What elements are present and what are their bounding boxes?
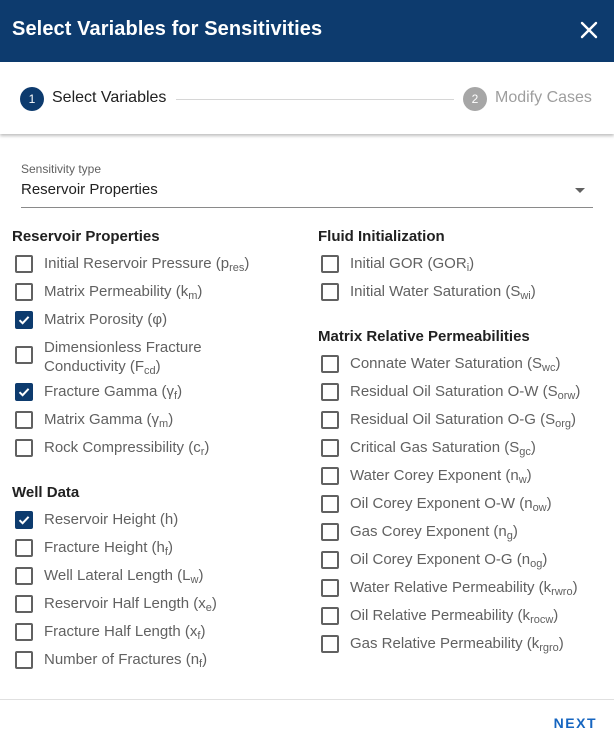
checkbox-label: Dimensionless Fracture Conductivity $(F_{cd})$: [44, 339, 202, 377]
checkbox-initial-water-saturation-swi[interactable]: [318, 278, 608, 306]
checkbox-matrix-gamma-m[interactable]: [12, 406, 302, 434]
checkbox-residual-oil-saturation-o-w-sorw[interactable]: [318, 378, 608, 406]
checkbox-label: Number of Fractures $(n_f)$: [44, 651, 208, 670]
step-1-label[interactable]: Select Variables: [52, 89, 167, 106]
checkbox-unchecked-icon[interactable]: [321, 383, 339, 401]
section-title-reservoir-properties: Reservoir Properties: [12, 228, 160, 245]
checkbox-unchecked-icon[interactable]: [321, 411, 339, 429]
checkbox-matrix-porosity[interactable]: [12, 306, 302, 334]
next-button[interactable]: NEXT: [553, 715, 597, 731]
checkbox-checked-icon[interactable]: [15, 311, 33, 329]
checkbox-unchecked-icon[interactable]: [321, 495, 339, 513]
checkbox-label: Initial Water Saturation $(S_{wi})$: [350, 283, 536, 302]
checkbox-well-lateral-length-lw[interactable]: [12, 562, 302, 590]
checkbox-label: Residual Oil Saturation O-G $(S_{org})$: [350, 411, 576, 430]
checkbox-initial-reservoir-pressure-pres[interactable]: [12, 250, 302, 278]
checkbox-label: Oil Relative Permeability $(k_{rocw})$: [350, 607, 559, 626]
checkbox-water-corey-exponent-nw[interactable]: [318, 462, 608, 490]
checkbox-unchecked-icon[interactable]: [321, 607, 339, 625]
checkbox-label: Connate Water Saturation $(S_{wc})$: [350, 355, 561, 374]
checkbox-unchecked-icon[interactable]: [321, 635, 339, 653]
section-title-well-data: Well Data: [12, 484, 80, 501]
checkbox-label: Matrix Permeability $(k_m)$: [44, 283, 203, 302]
checkbox-oil-corey-exponent-o-w-now[interactable]: [318, 490, 608, 518]
dialog-header: [0, 0, 614, 62]
checkbox-critical-gas-saturation-sgc[interactable]: [318, 434, 608, 462]
checkbox-initial-gor-gori[interactable]: [318, 250, 608, 278]
step-2-number[interactable]: 2: [463, 87, 487, 111]
checkbox-rock-compressibility-cr[interactable]: [12, 434, 302, 462]
checkbox-unchecked-icon[interactable]: [321, 551, 339, 569]
checkbox-unchecked-icon[interactable]: [15, 255, 33, 273]
checkbox-label: Rock Compressibility $(c_r)$: [44, 439, 210, 458]
checkbox-number-of-fractures-nf[interactable]: [12, 646, 302, 674]
sensitivity-type-select[interactable]: [21, 162, 593, 208]
checkbox-unchecked-icon[interactable]: [321, 283, 339, 301]
checkbox-unchecked-icon[interactable]: [15, 567, 33, 585]
close-button[interactable]: [578, 19, 600, 41]
checkbox-label: Matrix Porosity (φ): [44, 311, 168, 328]
checkbox-gas-corey-exponent-ng[interactable]: [318, 518, 608, 546]
checkbox-unchecked-icon[interactable]: [321, 579, 339, 597]
checkbox-label: Oil Corey Exponent O-W $(n_{ow})$: [350, 495, 552, 514]
checkbox-unchecked-icon[interactable]: [321, 355, 339, 373]
checkbox-reservoir-half-length-xe[interactable]: [12, 590, 302, 618]
checkbox-label: Initial Reservoir Pressure $(p_{res})$: [44, 255, 250, 274]
checkbox-label: Oil Corey Exponent O-G $(n_{og})$: [350, 551, 548, 570]
checkbox-residual-oil-saturation-o-g-sorg[interactable]: [318, 406, 608, 434]
dialog-title: Select Variables for Sensitivities: [12, 18, 323, 40]
checkbox-unchecked-icon[interactable]: [15, 623, 33, 641]
checkbox-label: Gas Relative Permeability $(k_{rgro})$: [350, 635, 564, 654]
section-title-matrix-relative-permeabilities: Matrix Relative Permeabilities: [318, 328, 530, 345]
checkbox-label: Well Lateral Length $(L_w)$: [44, 567, 204, 586]
checkbox-connate-water-saturation-swc[interactable]: [318, 350, 608, 378]
section-title-fluid-initialization: Fluid Initialization: [318, 228, 445, 245]
checkbox-oil-corey-exponent-o-g-nog[interactable]: [318, 546, 608, 574]
checkbox-label: Water Relative Permeability $(k_{rwro})$: [350, 579, 578, 598]
checkbox-unchecked-icon[interactable]: [15, 346, 33, 364]
checkbox-label: Residual Oil Saturation O-W $(S_{orw})$: [350, 383, 581, 402]
checkbox-fracture-height-hf[interactable]: [12, 534, 302, 562]
checkbox-unchecked-icon[interactable]: [321, 467, 339, 485]
checkbox-unchecked-icon[interactable]: [321, 439, 339, 457]
checkbox-label: Matrix Gamma $(\gamma_m)$: [44, 411, 174, 430]
checkbox-label: Reservoir Half Length $(x_e)$: [44, 595, 217, 614]
checkbox-unchecked-icon[interactable]: [15, 539, 33, 557]
checkbox-unchecked-icon[interactable]: [15, 439, 33, 457]
step-1-number[interactable]: 1: [20, 87, 44, 111]
checkbox-unchecked-icon[interactable]: [15, 411, 33, 429]
checkbox-label: Initial GOR $(GOR_i)$: [350, 255, 475, 274]
step-2-label[interactable]: Modify Cases: [495, 89, 592, 106]
sensitivity-type-value: Reservoir Properties: [21, 181, 158, 198]
checkbox-label: Critical Gas Saturation $(S_{gc})$: [350, 439, 536, 458]
checkbox-unchecked-icon[interactable]: [15, 283, 33, 301]
checkbox-checked-icon[interactable]: [15, 511, 33, 529]
checkbox-label: Reservoir Height (h): [44, 511, 179, 528]
checkbox-reservoir-height-h[interactable]: [12, 506, 302, 534]
dropdown-arrow-icon: [575, 188, 585, 193]
checkbox-checked-icon[interactable]: [15, 383, 33, 401]
sensitivity-type-label: Sensitivity type: [21, 162, 102, 176]
checkbox-unchecked-icon[interactable]: [15, 595, 33, 613]
close-icon: [578, 19, 600, 41]
checkbox-label: Fracture Height $(h_f)$: [44, 539, 173, 558]
checkbox-unchecked-icon[interactable]: [321, 523, 339, 541]
stepper: [0, 62, 614, 134]
checkbox-oil-relative-permeability-krocw[interactable]: [318, 602, 608, 630]
checkbox-unchecked-icon[interactable]: [321, 255, 339, 273]
checkbox-fracture-half-length-xf[interactable]: [12, 618, 302, 646]
checkbox-fracture-gamma-f[interactable]: [12, 378, 302, 406]
checkbox-label: Fracture Half Length $(x_f)$: [44, 623, 206, 642]
checkbox-matrix-permeability-km[interactable]: [12, 278, 302, 306]
step-connector: [176, 99, 454, 100]
checkbox-label: Water Corey Exponent $(n_w)$: [350, 467, 532, 486]
checkbox-label: Gas Corey Exponent $(n_g)$: [350, 523, 518, 542]
checkbox-label: Fracture Gamma $(\gamma_f)$: [44, 383, 183, 402]
footer-divider: [0, 699, 614, 700]
checkbox-gas-relative-permeability-krgro[interactable]: [318, 630, 608, 658]
checkbox-unchecked-icon[interactable]: [15, 651, 33, 669]
checkbox-dimensionless-fracture-conductivity-fcd[interactable]: [12, 339, 302, 377]
checkbox-water-relative-permeability-krwro[interactable]: [318, 574, 608, 602]
